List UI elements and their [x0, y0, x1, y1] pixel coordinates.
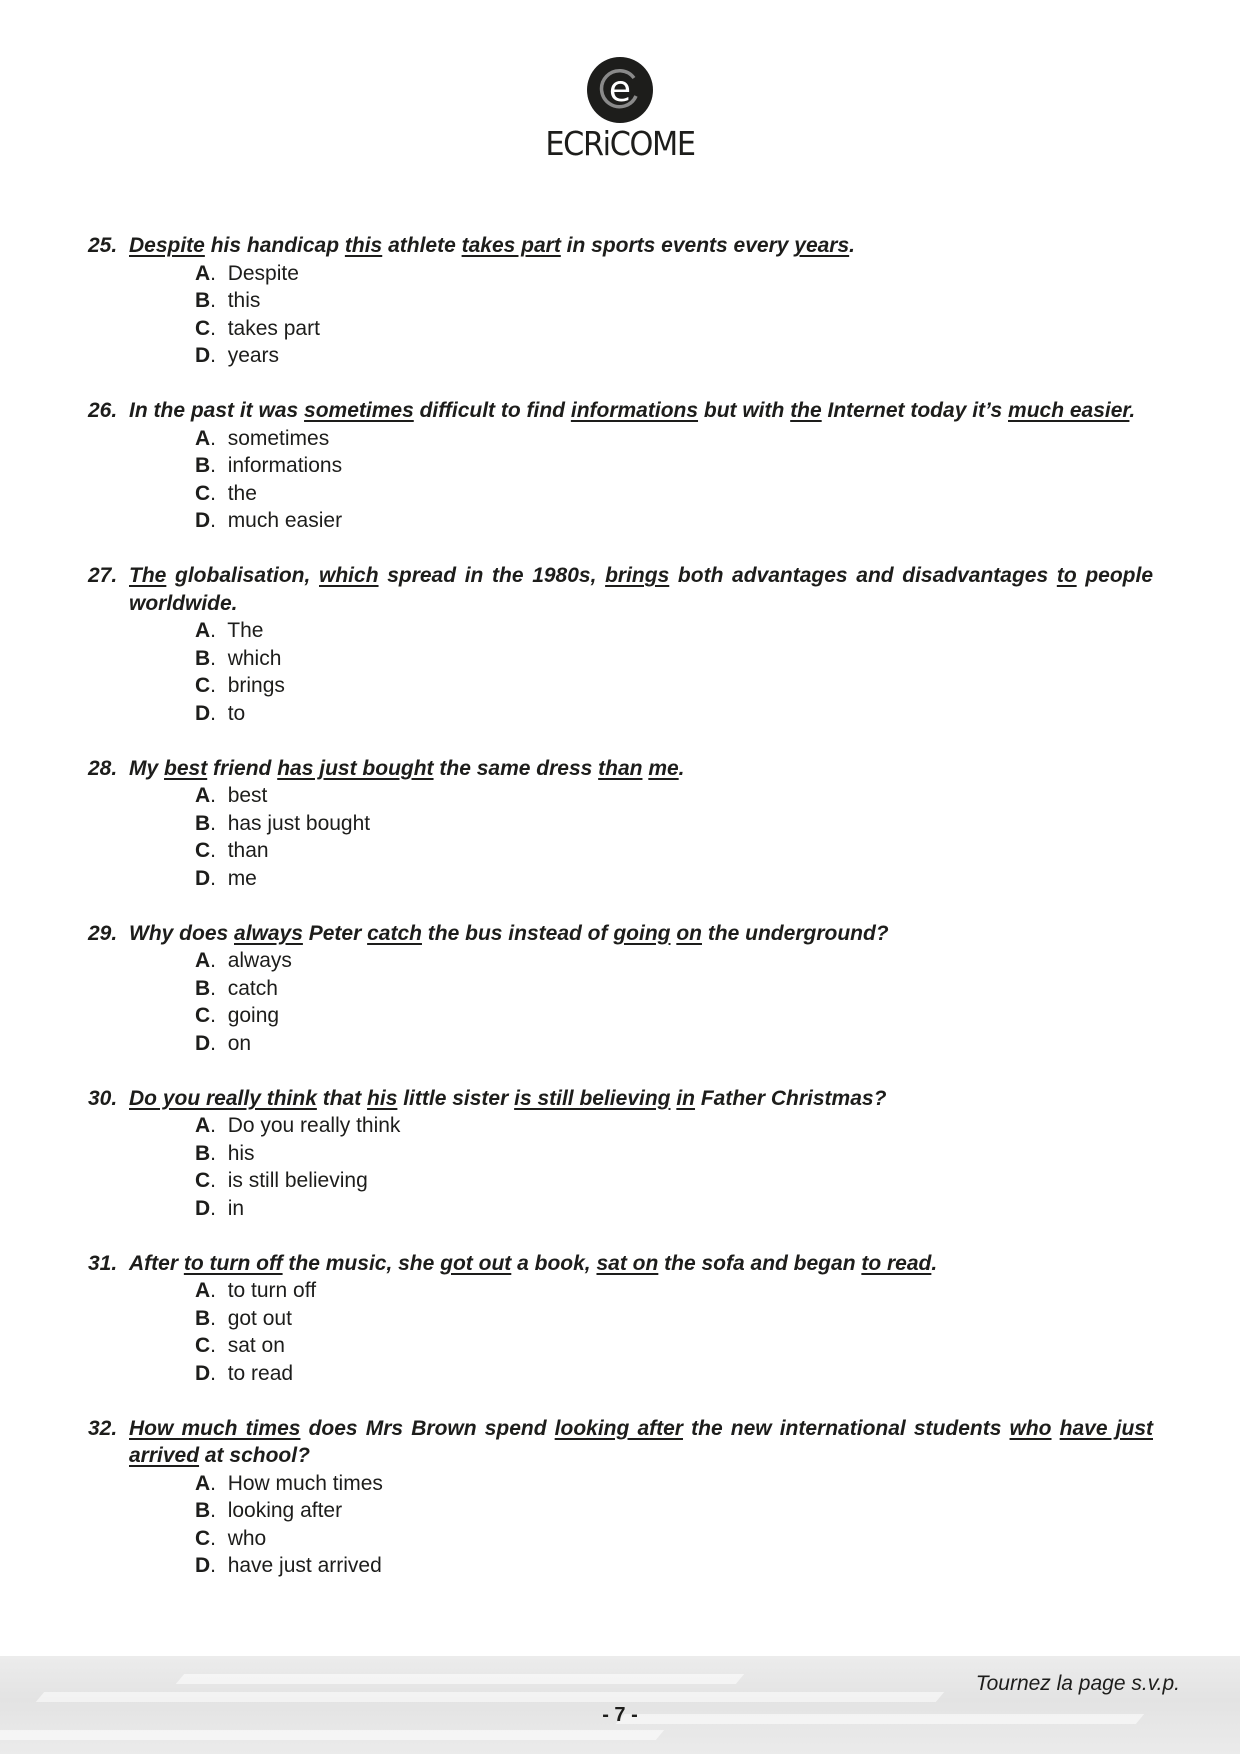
answer-option	[88, 1030, 1153, 1058]
option-letter: B	[195, 289, 211, 312]
sentence-segment: the sofa and began	[658, 1251, 862, 1275]
answer-options	[88, 947, 1153, 1057]
answer-option	[88, 1305, 1153, 1333]
answer-options	[88, 782, 1153, 892]
option-separator: .	[210, 976, 228, 1000]
question-item	[88, 1085, 1153, 1223]
sentence-segment: the underground?	[701, 921, 889, 945]
underlined-segment: to turn off	[183, 1251, 283, 1275]
answer-option	[88, 672, 1153, 700]
underlined-segment: How much times	[129, 1416, 301, 1440]
page-footer	[0, 1656, 1240, 1754]
question-item	[88, 562, 1153, 727]
option-text: Do you really think	[227, 1114, 401, 1137]
option-separator: .	[210, 1004, 228, 1027]
option-text: in	[227, 1196, 245, 1220]
answer-option	[88, 1497, 1153, 1525]
option-separator: .	[210, 1114, 228, 1137]
option-text: looking after	[227, 1499, 343, 1522]
question-number: 30.	[88, 1086, 118, 1110]
option-text: takes part	[227, 316, 320, 340]
footer-stripe	[36, 1692, 944, 1702]
option-text: who	[227, 1526, 267, 1550]
answer-option	[88, 1195, 1153, 1223]
option-letter: A	[195, 1471, 211, 1495]
option-separator: .	[210, 1471, 228, 1495]
sentence-segment: the same dress	[433, 756, 599, 780]
sentence-segment: Internet today it’s	[821, 399, 1009, 422]
option-separator: .	[210, 454, 228, 477]
option-text: his	[227, 1141, 255, 1165]
option-text: got out	[227, 1306, 292, 1330]
underlined-segment: much easier	[1008, 399, 1130, 422]
question-sentence	[88, 920, 1153, 948]
logo-symbol: e	[608, 69, 632, 110]
answer-option	[88, 260, 1153, 288]
underlined-segment: in	[676, 1086, 696, 1110]
sentence-segment: In the past it was	[129, 399, 305, 422]
option-letter: C	[195, 839, 211, 862]
sentence-segment: After	[129, 1251, 184, 1275]
option-letter: C	[195, 1169, 211, 1192]
question-number: 25.	[88, 234, 118, 257]
sentence-segment: the new international students	[682, 1416, 1010, 1440]
answer-option	[88, 645, 1153, 673]
option-text: going	[227, 1004, 280, 1027]
underlined-segment: have just arrived	[129, 1416, 1153, 1467]
question-item	[88, 1415, 1153, 1580]
underlined-segment: always	[234, 921, 303, 945]
option-text: informations	[227, 454, 343, 477]
question-number: 31.	[88, 1251, 118, 1275]
option-letter: A	[195, 1114, 211, 1137]
answer-option	[88, 975, 1153, 1003]
underlined-segment: sometimes	[304, 399, 414, 422]
sentence-segment: the bus instead of	[421, 921, 614, 945]
option-separator: .	[210, 1554, 228, 1577]
option-letter: A	[195, 261, 211, 285]
option-separator: .	[210, 1306, 228, 1330]
option-separator: .	[210, 674, 228, 697]
option-letter: D	[195, 1554, 211, 1577]
option-separator: .	[210, 1141, 228, 1165]
answer-options	[88, 1277, 1153, 1387]
underlined-segment: to read	[861, 1251, 932, 1275]
option-letter: B	[195, 976, 211, 1000]
question-item	[88, 1250, 1153, 1388]
underlined-segment: The	[129, 564, 167, 587]
option-letter: B	[195, 811, 211, 835]
option-separator: .	[210, 1169, 228, 1192]
question-item	[88, 920, 1153, 1058]
underlined-segment: catch	[367, 921, 422, 945]
option-letter: A	[195, 619, 211, 642]
option-text: Despite	[227, 261, 299, 285]
option-text: on	[227, 1031, 252, 1055]
question-sentence	[88, 1250, 1153, 1278]
logo-text: ECRiCOME	[545, 124, 695, 163]
question-number: 27.	[88, 564, 118, 587]
question-item	[88, 232, 1153, 370]
sentence-segment: does Mrs Brown spend	[300, 1416, 555, 1440]
sentence-segment: at school?	[199, 1444, 310, 1467]
option-text: the	[227, 481, 257, 505]
option-text: to	[227, 701, 246, 725]
sentence-segment: in sports events every	[560, 234, 795, 257]
option-text: always	[227, 949, 292, 972]
underlined-segment: informations	[570, 399, 699, 422]
option-letter: B	[195, 1499, 211, 1522]
page-number: - 7 -	[602, 1704, 638, 1726]
sentence-segment: the music, she	[282, 1251, 441, 1275]
option-text: years	[227, 344, 280, 367]
option-separator: .	[210, 1334, 228, 1357]
option-letter: C	[195, 1526, 211, 1550]
ecricome-logo-icon	[586, 56, 654, 124]
option-text: sometimes	[227, 426, 330, 450]
underlined-segment: has just bought	[277, 756, 434, 780]
option-separator: .	[210, 1279, 228, 1302]
answer-option	[88, 1002, 1153, 1030]
option-separator: .	[210, 619, 228, 642]
answer-options	[88, 617, 1153, 727]
option-text: to turn off	[227, 1279, 317, 1302]
underlined-segment: who	[1009, 1416, 1052, 1440]
question-list	[88, 232, 1153, 1607]
answer-option	[88, 865, 1153, 893]
option-letter: D	[195, 1361, 211, 1385]
option-text: sat on	[227, 1334, 285, 1357]
sentence-segment: .	[678, 756, 685, 780]
sentence-segment	[1052, 1417, 1060, 1440]
sentence-segment: athlete	[382, 234, 462, 257]
sentence-segment: spread in the 1980s,	[378, 564, 606, 587]
option-letter: C	[195, 674, 211, 697]
option-separator: .	[210, 1499, 228, 1522]
question-sentence	[88, 562, 1153, 617]
option-text: me	[227, 866, 257, 890]
answer-option	[88, 1332, 1153, 1360]
underlined-segment: Do you really think	[129, 1086, 317, 1110]
option-letter: A	[195, 1279, 211, 1302]
option-separator: .	[210, 866, 228, 890]
option-separator: .	[210, 949, 228, 972]
underlined-segment: going	[613, 921, 671, 945]
underlined-segment: his	[367, 1086, 398, 1110]
option-separator: .	[210, 426, 228, 450]
option-text: best	[227, 784, 268, 807]
sentence-segment: My	[129, 756, 165, 780]
option-separator: .	[210, 1196, 228, 1220]
answer-option	[88, 1360, 1153, 1388]
answer-option	[88, 1470, 1153, 1498]
underlined-segment: which	[319, 564, 379, 587]
underlined-segment: best	[164, 756, 208, 780]
option-separator: .	[210, 646, 228, 670]
underlined-segment: takes part	[461, 234, 561, 257]
option-text: this	[227, 289, 261, 312]
underlined-segment: this	[344, 234, 383, 257]
sentence-segment: people worldwide.	[129, 564, 1153, 615]
option-text: much easier	[227, 509, 343, 532]
sentence-segment: both advantages and disadvantages	[669, 564, 1057, 587]
option-separator: .	[210, 811, 228, 835]
answer-option	[88, 947, 1153, 975]
sentence-segment: but with	[698, 399, 791, 422]
option-letter: D	[195, 344, 211, 367]
option-letter: C	[195, 1004, 211, 1027]
option-letter: C	[195, 481, 211, 505]
option-text: is still believing	[227, 1169, 368, 1192]
question-sentence	[88, 755, 1153, 783]
underlined-segment: looking after	[554, 1416, 683, 1440]
sentence-segment: Father Christmas?	[695, 1086, 887, 1110]
sentence-segment: Peter	[302, 921, 368, 945]
sentence-segment: a book,	[511, 1251, 597, 1275]
answer-option	[88, 1112, 1153, 1140]
answer-option	[88, 617, 1153, 645]
answer-option	[88, 287, 1153, 315]
option-text: How much times	[227, 1471, 383, 1495]
option-separator: .	[210, 509, 228, 532]
option-text: which	[227, 646, 282, 670]
option-letter: A	[195, 426, 211, 450]
option-letter: B	[195, 454, 211, 477]
sentence-segment: his handicap	[204, 234, 345, 257]
question-item	[88, 755, 1153, 893]
option-separator: .	[210, 481, 228, 505]
option-separator: .	[210, 701, 228, 725]
option-text: brings	[227, 674, 285, 697]
answer-option	[88, 1140, 1153, 1168]
answer-option	[88, 1277, 1153, 1305]
answer-option	[88, 480, 1153, 508]
underlined-segment: on	[676, 921, 702, 945]
answer-option	[88, 837, 1153, 865]
option-letter: B	[195, 646, 211, 670]
answer-options	[88, 260, 1153, 370]
underlined-segment: years	[794, 234, 850, 257]
option-letter: D	[195, 701, 211, 725]
answer-option	[88, 315, 1153, 343]
footer-stripe	[176, 1674, 744, 1684]
underlined-segment: the	[790, 399, 822, 422]
underlined-segment: Despite	[129, 234, 205, 257]
underlined-segment: me	[648, 756, 679, 780]
answer-options	[88, 1470, 1153, 1580]
answer-option	[88, 700, 1153, 728]
option-letter: A	[195, 949, 211, 972]
option-letter: A	[195, 784, 211, 807]
sentence-segment: Why does	[129, 921, 235, 945]
option-text: to read	[227, 1361, 294, 1385]
option-separator: .	[210, 289, 228, 312]
question-number: 32.	[88, 1416, 118, 1440]
option-separator: .	[210, 1361, 228, 1385]
answer-option	[88, 342, 1153, 370]
option-separator: .	[210, 839, 228, 862]
sentence-segment: that	[316, 1086, 368, 1110]
answer-options	[88, 425, 1153, 535]
answer-option	[88, 425, 1153, 453]
sentence-segment: .	[849, 234, 855, 257]
option-text: The	[227, 619, 264, 642]
underlined-segment: got out	[440, 1251, 512, 1275]
question-sentence	[88, 232, 1153, 260]
question-number: 26.	[88, 399, 118, 422]
underlined-segment: brings	[605, 564, 670, 587]
option-letter: D	[195, 509, 211, 532]
answer-option	[88, 1167, 1153, 1195]
question-number: 28.	[88, 756, 118, 780]
sentence-segment: .	[1129, 399, 1136, 422]
question-number: 29.	[88, 921, 118, 945]
option-separator: .	[210, 1526, 228, 1550]
sentence-segment: little sister	[397, 1086, 515, 1110]
option-separator: .	[210, 344, 228, 367]
option-text: catch	[227, 976, 278, 1000]
answer-option	[88, 507, 1153, 535]
underlined-segment: sat on	[596, 1251, 659, 1275]
ecricome-logo	[0, 56, 1240, 164]
answer-option	[88, 810, 1153, 838]
option-text: than	[227, 839, 269, 862]
answer-option	[88, 782, 1153, 810]
question-sentence	[88, 397, 1153, 425]
sentence-segment: friend	[207, 756, 278, 780]
option-letter: D	[195, 1031, 211, 1055]
underlined-segment: to	[1056, 564, 1077, 587]
underlined-segment: is still believing	[514, 1086, 671, 1110]
answer-options	[88, 1112, 1153, 1222]
option-separator: .	[210, 1031, 228, 1055]
option-letter: D	[195, 1196, 211, 1220]
option-letter: C	[195, 1334, 211, 1357]
option-separator: .	[210, 316, 228, 340]
footer-stripe	[0, 1730, 664, 1740]
sentence-segment: difficult to find	[413, 399, 571, 422]
turn-page-note: Tournez la page s.v.p.	[975, 1672, 1180, 1695]
option-letter: B	[195, 1306, 211, 1330]
answer-option	[88, 1525, 1153, 1553]
sentence-segment: globalisation,	[166, 564, 320, 587]
answer-option	[88, 1552, 1153, 1580]
option-text: has just bought	[227, 811, 371, 835]
option-text: have just arrived	[227, 1554, 382, 1577]
option-letter: B	[195, 1141, 211, 1165]
option-letter: C	[195, 316, 211, 340]
question-sentence	[88, 1415, 1153, 1470]
option-separator: .	[210, 261, 228, 285]
option-letter: D	[195, 866, 211, 890]
sentence-segment: .	[931, 1251, 938, 1275]
answer-option	[88, 452, 1153, 480]
underlined-segment: than	[598, 756, 643, 780]
question-item	[88, 397, 1153, 535]
question-sentence	[88, 1085, 1153, 1113]
option-separator: .	[210, 784, 228, 807]
